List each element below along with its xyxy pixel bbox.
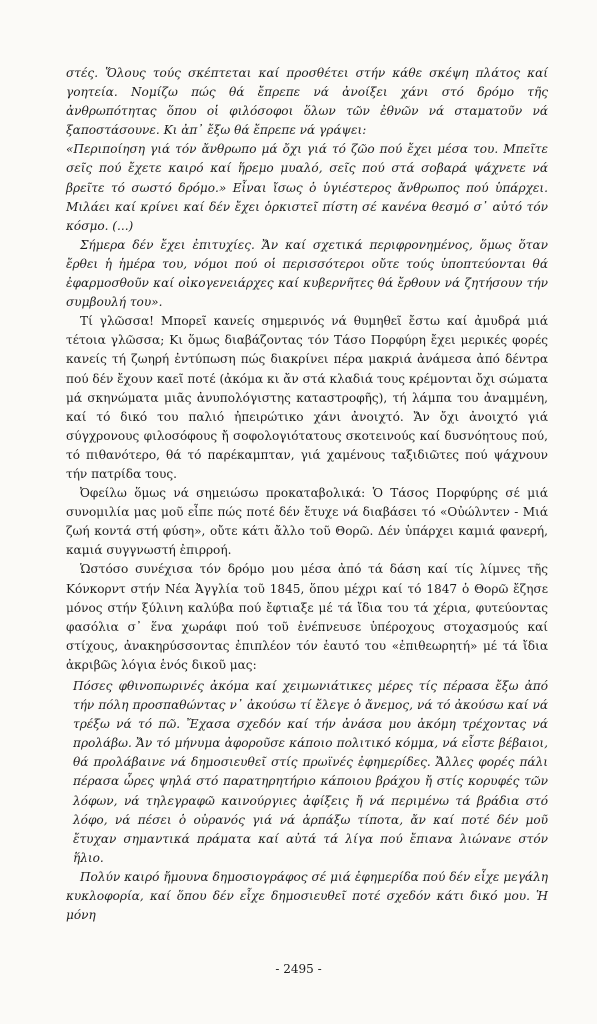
paragraph-6: Ὡστόσο συνέχισα τόν δρόμο μου μέσα ἀπό τά δάση καί τίς λίμνες τῆς Κόνκορντ στήν Νέα Ἀγγλία τοῦ 1845, ὅπου μέχρι καί τό 1847 ὁ Θορῶ ἔζησε μόνος στήν ξύλινη καλύβα πού ἔφτιαξε μέ τά ἴδια του τά χέρια, φυτεύοντας φασόλια σ᾿ ἕνα χωράφι πού τοῦ ἐνέπνευσε ὑπέροχους στοχασμούς καί στίχους, ἀνακηρύσσοντας ἐπιπλέον τόν ἑαυτό του «ἐπιθεωρητή» μέ τά ἴδια ἀκριβῶς λόγια ἑνός δικοῦ μας: [66,562,548,672]
paragraph-8: Πολύν καιρό ἤμουνα δημοσιογράφος σέ μιά ἐφημερίδα πού δέν εἶχε μεγάλη κυκλοφορία, καί ὅπου δέν εἶχε δημοσιευθεῖ ποτέ σχεδόν κάτι δικό μου. Ἡ μόνη [66,869,548,923]
body-text [66,64,548,925]
paragraph-4: Τί γλῶσσα! Μπορεῖ κανείς σημερινός νά θυμηθεῖ ἔστω καί ἀμυδρά μιά τέτοια γλῶσσα; Κι ὅμως διαβάζοντας τόν Τάσο Πορφύρη ἔχει μερικές φορές κανείς τή ζωηρή ἐντύπωση πώς διακρίνει πέρα μακριά ἀνάμεσα ἀπό δέντρα πού δέν ἔχουν καεῖ ποτέ (ἀκόμα κι ἄν στά κλαδιά τους κρέμονται ὄχι σώματα μά σκηνώματα μιᾶς ἀνυπολόγιστης καταστροφῆς), τή λάμπα του ἀναμμένη, καί τό δικό του παλιό ἠπειρώτικο χάνι ἀνοιχτό. Ἄν ὄχι ἀνοιχτό γιά σύγχρονους φιλοσόφους ἤ σοφολογιότατους σκοτεινούς καί δυσνόητους πού, τό πιθανότερο, θά τό παρέκαμπταν, γιά χαμένους ταξιδιῶτες πού ψάχνουν τήν πατρίδα τους. [66,314,548,481]
block-quote: Πόσες φθινοπωρινές ἀκόμα καί χειμωνιάτικες μέρες τίς πέρασα ἔξω ἀπό τήν πόλη προσπαθώντας ν᾿ ἀκούσω τί ἔλεγε ὁ ἄνεμος, νά τό ἀκούσω καί νά τρέξω νά τό πῶ. Ἔχασα σχεδόν καί τήν ἀνάσα μου ἀκόμη τρέχοντας νά προλάβω. Ἄν τό μήνυμα ἀφοροῦσε κάποιο πολιτικό κόμμα, νά εἶστε βέβαιοι, θά προλάβαινε νά δημοσιευθεῖ στίς πρωϊνές ἐφημερίδες. Ἄλλες φορές πάλι πέρασα ὧρες ψηλά στό παρατηρητήριο κάποιου βράχου ἤ στίς κορυφές τῶν λόφων, νά τηλεγραφῶ καινούργιες ἀφίξεις ἤ νά περιμένω τά βράδια στό λόφο, νά πέσει ὁ οὐρανός γιά νά ἁρπάξω τίποτα, ἄν καί ποτέ δέν μοῦ ἔτυχαν σημαντικά πράματα καί αὐτά τά λίγα πού ἔπιανα λιώνανε στόν ἥλιο. [73,679,548,865]
paragraph-5: Ὀφείλω ὅμως νά σημειώσω προκαταβολικά: Ὁ Τάσος Πορφύρης σέ μιά συνομιλία μας μοῦ εἶπε πώς ποτέ δέν ἔτυχε νά διαβάσει τό «Οὐώλντεν - Μιά ζωή κοντά στή φύση», οὔτε κάτι ἄλλο τοῦ Θορῶ. Δέν ὑπάρχει καμιά φανερή, καμιά συγγνωστή ἐπιρροή. [66,486,548,558]
paragraph-3: Σήμερα δέν ἔχει ἐπιτυχίες. Ἄν καί σχετικά περιφρονημένος, ὅμως ὅταν ἔρθει ἡ ἡμέρα του, νόμοι πού οἱ περισσότεροι οὔτε τούς ὑποπτεύονται θά ἐφαρμοσθοῦν καί οἰκογενειάρχες καί κυβερνῆτες θά ἔρθουν νά ζητήσουν τήν συμβουλή του». [66,237,548,310]
paragraph-2: «Περιποίηση γιά τόν ἄνθρωπο μά ὄχι γιά τό ζῶο πού ἔχει μέσα του. Μπεῖτε σεῖς πού ἔχετε καιρό καί ἥρεμο μυαλό, σεῖς πού στά σοβαρά ψάχνετε νά βρεῖτε τό σωστό δρόμο.» Εἶναι ἴσως ὁ ὑγιέστερος ἄνθρωπος πού ὑπάρχει. Μιλάει καί κρίνει καί δέν ἔχει ὁρκιστεῖ πίστη σέ κανένα θεσμό σ᾿ αὐτό τόν κόσμο. (...) [66,142,548,233]
page-number: - 2495 - [275,962,322,976]
paragraph-1: στές. Ὅλους τούς σκέπτεται καί προσθέτει στήν κάθε σκέψη πλάτος καί γοητεία. Νομίζω πώς θά ἔπρεπε νά ἀνοίξει χάνι στό δρόμο τῆς ἀνθρωπότητας ὅπου οἱ φιλόσοφοι ὅλων τῶν ἐθνῶν νά σταματοῦν νά ξαποστάσουνε. Κι ἀπ᾿ ἔξω θά ἔπρεπε νά γράψει: [66,66,548,138]
